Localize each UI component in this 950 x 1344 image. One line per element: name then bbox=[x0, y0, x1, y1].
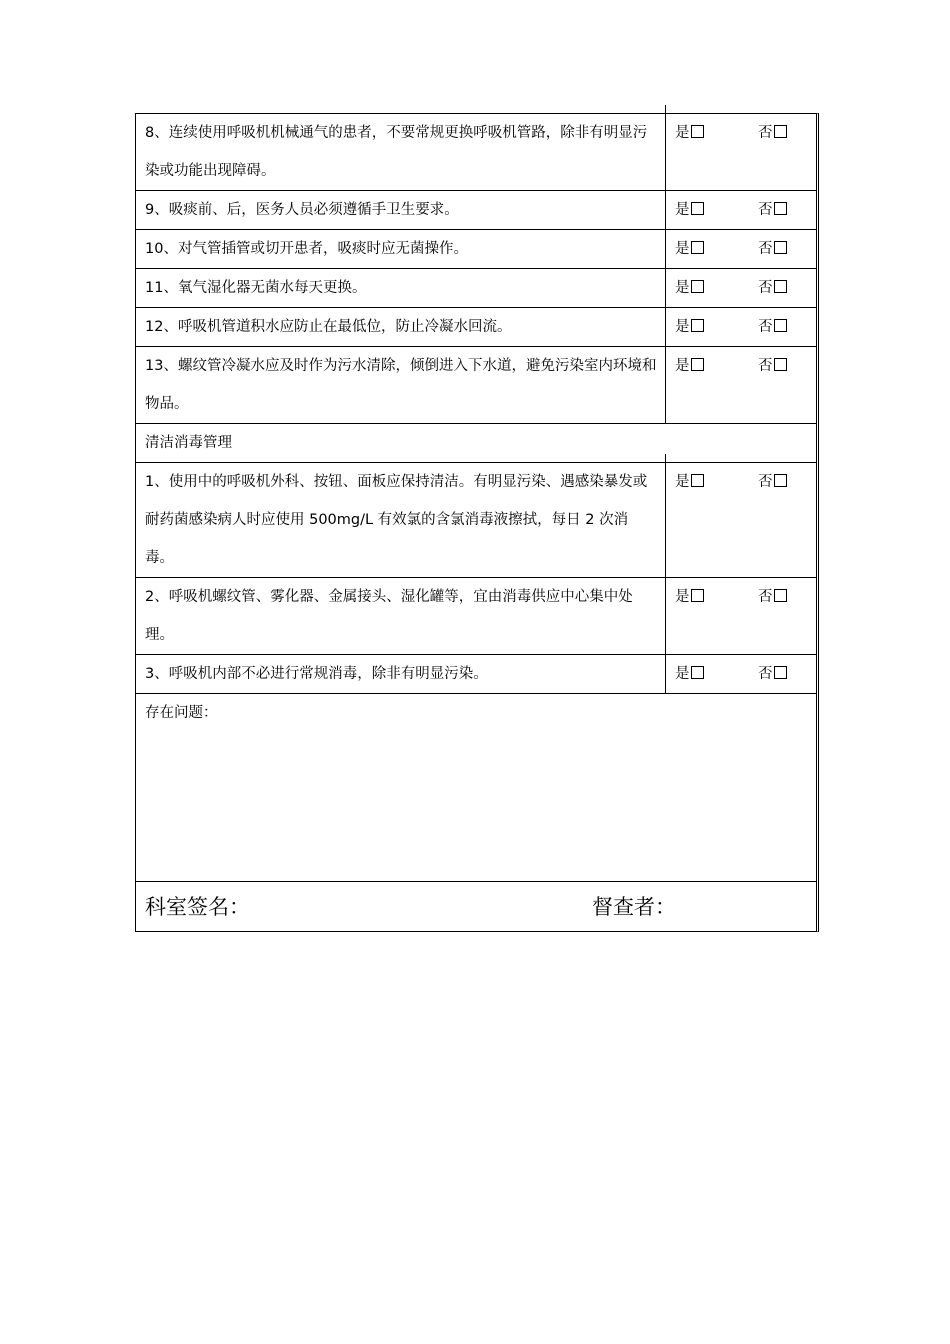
checkbox-icon[interactable] bbox=[691, 474, 704, 487]
checklist-row bbox=[136, 463, 816, 578]
no-label: 否 bbox=[758, 125, 773, 141]
issues-label: 存在问题： bbox=[145, 705, 218, 721]
yes-no-cell bbox=[666, 114, 816, 190]
checklist-row bbox=[136, 114, 816, 191]
yes-no-cell bbox=[666, 269, 816, 307]
section-title: 清洁消毒管理 bbox=[145, 435, 232, 451]
checkbox-icon[interactable] bbox=[774, 280, 787, 293]
checkbox-icon[interactable] bbox=[774, 666, 787, 679]
yes-no-cell bbox=[666, 347, 816, 423]
item-text: 11、氧气湿化器无菌水每天更换。 bbox=[136, 260, 666, 307]
issues-row bbox=[136, 694, 816, 882]
no-label: 否 bbox=[758, 202, 773, 218]
no-label: 否 bbox=[758, 358, 773, 374]
checkbox-icon[interactable] bbox=[774, 319, 787, 332]
signature-area bbox=[136, 882, 816, 931]
no-label: 否 bbox=[758, 666, 773, 682]
checkbox-icon[interactable] bbox=[691, 358, 704, 371]
yes-option[interactable] bbox=[675, 308, 704, 346]
checklist-row bbox=[136, 578, 816, 655]
checkbox-icon[interactable] bbox=[691, 589, 704, 602]
yes-no-cell bbox=[666, 230, 816, 268]
no-option[interactable] bbox=[758, 114, 787, 152]
no-option[interactable] bbox=[758, 347, 787, 385]
checkbox-icon[interactable] bbox=[691, 666, 704, 679]
yes-option[interactable] bbox=[675, 347, 704, 385]
checklist-row bbox=[136, 655, 816, 694]
item-text: 13、螺纹管冷凝水应及时作为污水清除，倾倒进入下水道，避免污染室内环境和物品。 bbox=[136, 338, 666, 423]
yes-label: 是 bbox=[675, 202, 690, 218]
yes-option[interactable] bbox=[675, 463, 704, 501]
yes-no-cell bbox=[666, 578, 816, 654]
no-label: 否 bbox=[758, 241, 773, 257]
item-text: 9、吸痰前、后，医务人员必须遵循手卫生要求。 bbox=[136, 182, 666, 229]
checkbox-icon[interactable] bbox=[691, 319, 704, 332]
checkbox-icon[interactable] bbox=[774, 474, 787, 487]
yes-option[interactable] bbox=[675, 191, 704, 229]
signature-row bbox=[136, 882, 816, 931]
no-option[interactable] bbox=[758, 269, 787, 307]
checkbox-icon[interactable] bbox=[774, 241, 787, 254]
yes-option[interactable] bbox=[675, 655, 704, 693]
department-signature-label[interactable]: 科室签名： bbox=[145, 895, 250, 919]
yes-label: 是 bbox=[675, 125, 690, 141]
yes-no-cell bbox=[666, 655, 816, 693]
yes-no-cell bbox=[666, 308, 816, 346]
no-label: 否 bbox=[758, 319, 773, 335]
checkbox-icon[interactable] bbox=[774, 125, 787, 138]
checkbox-icon[interactable] bbox=[774, 589, 787, 602]
checkbox-icon[interactable] bbox=[774, 202, 787, 215]
no-option[interactable] bbox=[758, 578, 787, 616]
item-text: 3、呼吸机内部不必进行常规消毒，除非有明显污染。 bbox=[136, 646, 666, 693]
yes-label: 是 bbox=[675, 666, 690, 682]
checkbox-icon[interactable] bbox=[691, 202, 704, 215]
yes-option[interactable] bbox=[675, 114, 704, 152]
yes-no-cell bbox=[666, 463, 816, 577]
yes-option[interactable] bbox=[675, 578, 704, 616]
yes-no-cell bbox=[666, 191, 816, 229]
yes-label: 是 bbox=[675, 474, 690, 490]
item-text: 10、对气管插管或切开患者，吸痰时应无菌操作。 bbox=[136, 221, 666, 268]
item-text: 12、呼吸机管道积水应防止在最低位，防止冷凝水回流。 bbox=[136, 299, 666, 346]
no-option[interactable] bbox=[758, 655, 787, 693]
yes-label: 是 bbox=[675, 589, 690, 605]
inspection-table bbox=[135, 113, 819, 932]
no-label: 否 bbox=[758, 474, 773, 490]
checkbox-icon[interactable] bbox=[691, 125, 704, 138]
yes-label: 是 bbox=[675, 241, 690, 257]
item-text: 8、连续使用呼吸机机械通气的患者，不要常规更换呼吸机管路，除非有明显污染或功能出现障碍。 bbox=[136, 105, 666, 190]
item-text: 1、使用中的呼吸机外科、按钮、面板应保持清洁。有明显污染、遇感染暴发或耐药菌感染病人时应使用 500mg/L 有效氯的含氯消毒液擦拭，每日 2 次消毒。 bbox=[136, 454, 666, 577]
no-option[interactable] bbox=[758, 308, 787, 346]
checkbox-icon[interactable] bbox=[691, 280, 704, 293]
checkbox-icon[interactable] bbox=[691, 241, 704, 254]
checklist-row bbox=[136, 347, 816, 424]
no-label: 否 bbox=[758, 280, 773, 296]
no-option[interactable] bbox=[758, 230, 787, 268]
issues-field[interactable] bbox=[136, 694, 816, 881]
checkbox-icon[interactable] bbox=[774, 358, 787, 371]
yes-label: 是 bbox=[675, 358, 690, 374]
yes-option[interactable] bbox=[675, 269, 704, 307]
item-text: 2、呼吸机螺纹管、雾化器、金属接头、湿化罐等，宜由消毒供应中心集中处理。 bbox=[136, 569, 666, 654]
no-option[interactable] bbox=[758, 191, 787, 229]
no-label: 否 bbox=[758, 589, 773, 605]
inspector-signature-label[interactable]: 督查者： bbox=[592, 895, 676, 919]
yes-option[interactable] bbox=[675, 230, 704, 268]
yes-label: 是 bbox=[675, 280, 690, 296]
no-option[interactable] bbox=[758, 463, 787, 501]
yes-label: 是 bbox=[675, 319, 690, 335]
